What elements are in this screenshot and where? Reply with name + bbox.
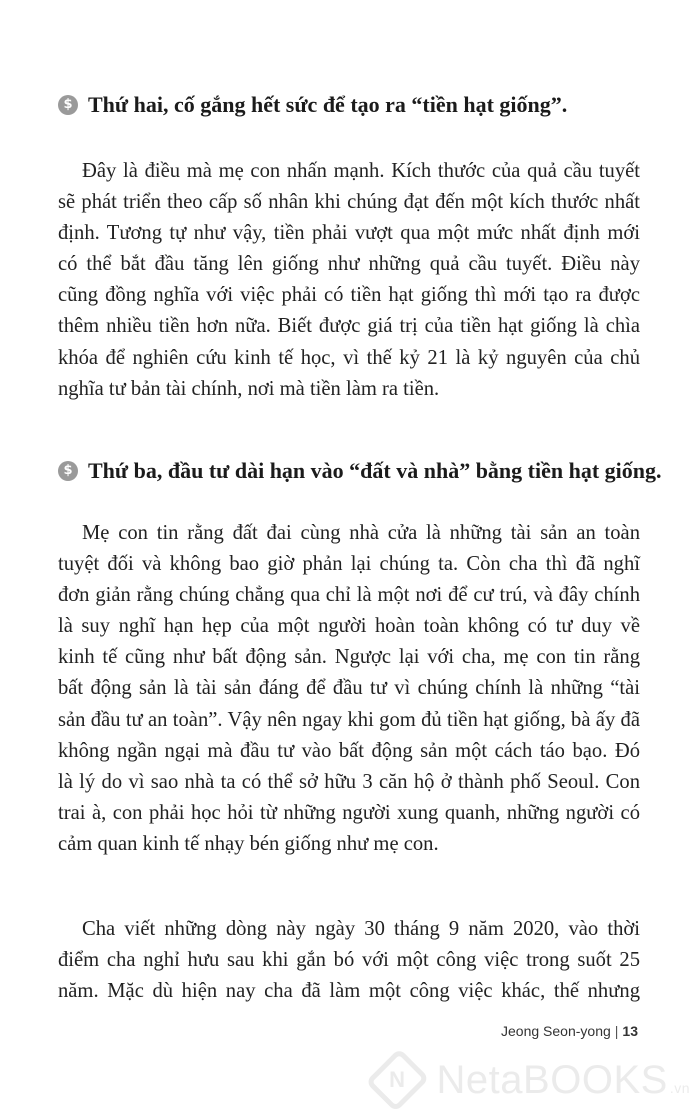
heading-text: Thứ ba, đầu tư dài hạn vào “đất và nhà” bằng tiền hạt giống.	[88, 458, 662, 483]
text-line: sản đầu tư an toàn”. Vậy nên ngay khi gom đủ tiền hạt giống, bà ấy đã	[58, 708, 640, 731]
text-line: thêm nhiều tiền hơn nữa. Biết được giá trị của tiền hạt giống là chìa	[58, 315, 640, 338]
text-line: điểm cha nghỉ hưu sau khi gắn bó với một công việc trong suốt 25	[58, 949, 640, 972]
paragraph-retirement	[58, 914, 640, 1007]
page-number: 13	[622, 1023, 638, 1039]
heading-text: Thứ hai, cố gắng hết sức để tạo ra “tiền hạt giống”.	[88, 92, 568, 117]
watermark-brand: NetaBOOKS	[436, 1057, 668, 1102]
text-line: kinh tế cũng như bất động sản. Ngược lại với cha, mẹ con tin rằng	[58, 646, 640, 669]
text-line: tuyệt đối và không bao giờ phản lại chúng ta. Còn cha thì đã nghĩ	[58, 553, 640, 576]
text-line: cũng đồng nghĩa với việc phải có tiền hạt giống thì mới tạo ra được	[58, 284, 640, 307]
section-heading-third	[58, 456, 662, 486]
paragraph-real-estate	[58, 518, 640, 860]
dollar-coin-icon: $	[58, 461, 78, 481]
text-line: nghĩa tư bản tài chính, nơi mà tiền làm ra tiền.	[58, 377, 440, 400]
page-footer	[501, 1023, 638, 1039]
text-line: năm. Mặc dù hiện nay cha đã làm một công việc khác, thế nhưng	[58, 980, 640, 1003]
text-line: định. Tương tự như vậy, tiền phải vượt qua một mức nhất định mới	[58, 222, 640, 245]
text-line: Mẹ con tin rằng đất đai cùng nhà cửa là những tài sản an toàn	[82, 522, 640, 544]
text-line: cảm quan kinh tế nhạy bén giống như mẹ con.	[58, 832, 439, 855]
text-line: đơn giản rằng chúng chẳng qua chỉ là một nơi để cư trú, và đây chính	[58, 584, 640, 607]
text-line: là lý do vì sao nhà ta có thể sở hữu 3 căn hộ ở thành phố Seoul. Con	[58, 770, 640, 793]
watermark-suffix: .vn	[669, 1079, 690, 1096]
text-line: có thể bắt đầu tăng lên giống như những quả cầu tuyết. Điều này	[58, 253, 640, 276]
text-line: là suy nghĩ hạn hẹp của một người hoàn toàn không có tư duy về	[58, 615, 640, 638]
text-line: bất động sản là tài sản đáng để đầu tư vì chúng chính là những “tài	[58, 677, 640, 700]
dollar-coin-icon: $	[58, 95, 78, 115]
text-line: trai à, con phải học hỏi từ những người xung quanh, những người có	[58, 801, 640, 824]
publisher-watermark	[370, 1052, 690, 1108]
footer-separator: |	[614, 1023, 619, 1039]
paragraph-seed-money	[58, 156, 640, 405]
text-line: Cha viết những dòng này ngày 30 tháng 9 năm 2020, vào thời	[82, 918, 640, 940]
author-name: Jeong Seon-yong	[501, 1023, 611, 1039]
logo-letter: N	[389, 1067, 406, 1092]
text-line: không ngần ngại mà đầu tư vào bất động sản một cách táo bạo. Đó	[58, 739, 640, 762]
text-line: Đây là điều mà mẹ con nhấn mạnh. Kích thước của quả cầu tuyết	[82, 160, 640, 182]
watermark-text	[437, 1058, 690, 1103]
netabooks-logo-icon	[365, 1048, 429, 1112]
section-heading-second	[58, 90, 658, 120]
text-line: khóa để nghiên cứu kinh tế học, vì thế kỷ 21 là kỷ nguyên của chủ	[58, 346, 640, 369]
text-line: sẽ phát triển theo cấp số nhân khi chúng đạt đến một kích thước nhất	[58, 191, 640, 214]
